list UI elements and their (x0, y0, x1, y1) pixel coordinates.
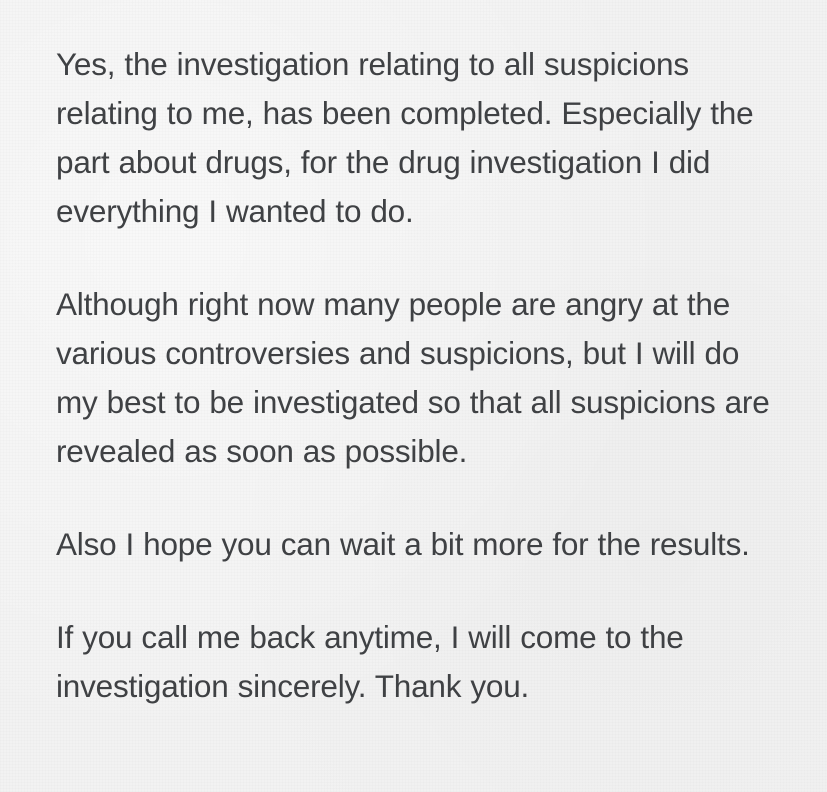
note-paragraph-2: Although right now many people are angry at the various controversies and suspicions, but I will do my best to be investigated so that all suspicions are revealed as soon as possible. (56, 286, 770, 469)
note-text-body (56, 40, 771, 711)
note-paragraph-3: Also I hope you can wait a bit more for the results. (56, 526, 750, 562)
note-paragraph-1: Yes, the investigation relating to all suspicions relating to me, has been completed. Especially the part about drugs, for the drug investigation I did everything I wanted to do. (56, 46, 754, 229)
note-paragraph-4: If you call me back anytime, I will come to the investigation sincerely. Thank you. (56, 619, 684, 704)
